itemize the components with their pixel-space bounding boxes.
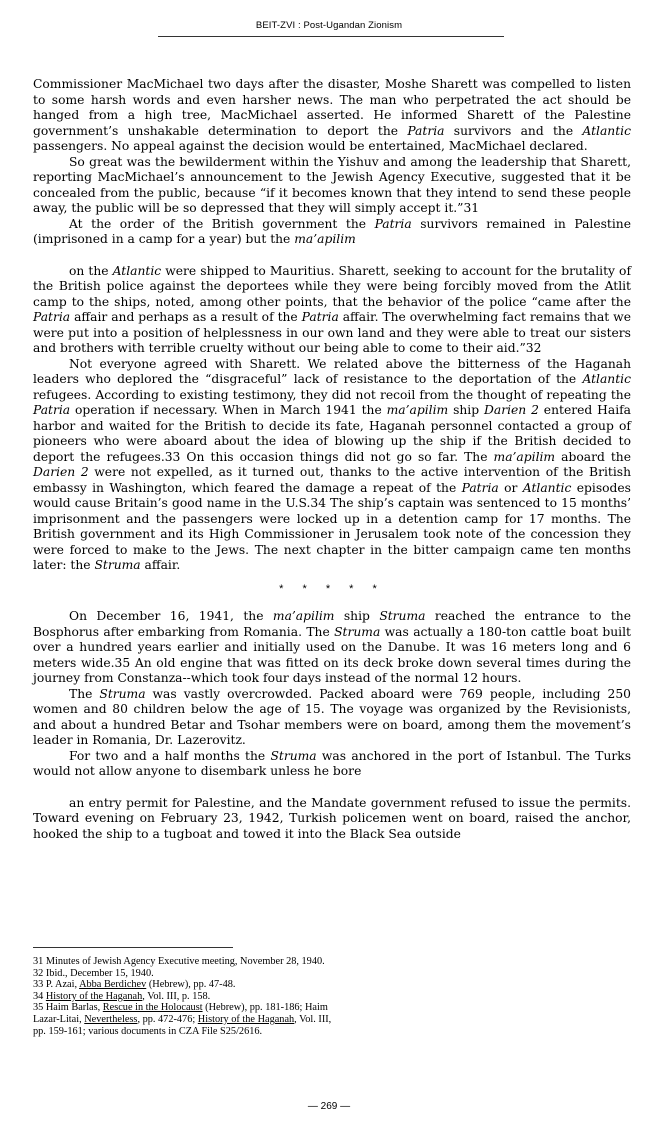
text: , pp. 472-476; [137, 1013, 198, 1025]
text: Commissioner MacMichael two days after the disaster, Moshe Sharett was compelled to listen to some harsh words and even harsher news. The man who perpetrated the act should be hanged from a high tree, MacMichael asserted. He informed Sharett of the Palestine government’s unshakable determination to deport the [33, 77, 631, 138]
text: , Vol. III, p. 158. [142, 990, 211, 1002]
footnote-35 [33, 1002, 343, 1037]
text: The [69, 686, 100, 701]
text: aboard the [555, 449, 631, 464]
text: For two and a half months the [69, 748, 271, 763]
footnote-33 [33, 979, 343, 991]
footnote-divider [33, 947, 233, 948]
text: was anchored in the port of Istanbul. The Turks would not allow anyone to disembark unless he bore [33, 748, 632, 778]
italic-term: Struma [94, 558, 141, 572]
italic-term: Atlantic [112, 263, 162, 278]
text: , Vol. III, pp. 159-161; various documents in CZA File S25/2616. [33, 1013, 332, 1037]
page-number: — 269 — [307, 1101, 351, 1112]
text: affair and perhaps as a result of the [70, 310, 302, 324]
cited-title: History of the Haganah [45, 990, 143, 1002]
text: On December 16, 1941, the [69, 609, 273, 623]
italic-term: Patria [33, 403, 71, 417]
cited-title: Nevertheless [84, 1013, 138, 1025]
cited-title: Abba Berdichev [79, 979, 147, 991]
running-header: BEIT-ZVI : Post-Ugandan Zionism [255, 20, 403, 31]
italic-term: ma’apilim [386, 403, 449, 417]
text: operation if necessary. When in March 1941 the [70, 403, 387, 417]
italic-term: ma’apilim [272, 609, 335, 623]
italic-term: Atlantic [582, 123, 631, 138]
italic-term: Struma [99, 686, 146, 701]
italic-term: Atlantic [582, 372, 631, 386]
italic-term: Struma [334, 624, 381, 639]
footnote-32: 32 Ibid., December 15, 1940. [33, 967, 154, 979]
text: affair. [140, 558, 181, 572]
paragraph [33, 609, 631, 687]
footnote-31: 31 Minutes of Jewish Agency Executive meeting, November 28, 1940. [33, 956, 325, 967]
italic-term: Darien 2 [33, 465, 89, 479]
italic-term: Atlantic [522, 480, 572, 495]
text: or [498, 480, 523, 495]
text: refugees. According to existing testimony, they did not recoil from the thought of repeating the [33, 387, 631, 402]
section-separator: * * * * * [279, 582, 385, 595]
italic-term: Struma [270, 748, 317, 763]
text: At the order of the British government the [69, 216, 375, 231]
italic-term: Patria [407, 123, 445, 138]
text: on the [69, 263, 113, 278]
text: 33 P. Azai, [33, 979, 80, 991]
italic-term: Patria [374, 216, 412, 231]
main-text [33, 77, 631, 842]
italic-term: ma’apilim [493, 449, 556, 464]
italic-term: Struma [379, 609, 426, 623]
text: survivors and the [444, 123, 583, 138]
footnotes [33, 956, 343, 1037]
paragraph [33, 217, 631, 248]
text: Not everyone agreed with Sharett. We related above the bitterness of the Haganah leaders who deplored the “disgraceful” lack of resistance to the deportation of the [33, 356, 631, 386]
text: was vastly overcrowded. Packed aboard were 769 people, including 250 women and 80 children below the age of 15. The voyage was organized by the Revisionists, and about a hundred Betar and Tsohar members were on board, among them the movement’s leader in Romania, Dr. Lazerovitz. [33, 686, 631, 747]
paragraph: an entry permit for Palestine, and the Mandate government refused to issue the permits. Toward evening on February 23, 1942, Turkish policemen went on board, raised the anchor, hooked the ship to a tugboat and towed it into the Black Sea outside [33, 795, 631, 841]
paragraph [33, 264, 631, 357]
text: were not expelled, as it turned out, thanks to the active intervention of the British embassy in Washington, which feared the damage a repeat of the [33, 465, 631, 495]
italic-term: Patria [461, 480, 499, 495]
text: entered Haifa harbor and waited for the British to decide its fate, Haganah personnel contacted a group of pioneers who were aboard about the idea of blowing up the ship if the British decided to deport the refugees.33 On this occasion things did not go so far. The [33, 403, 632, 464]
paragraph [33, 687, 631, 749]
text: 35 Haim Barlas, [33, 1002, 103, 1014]
text: reached the entrance to the Bosphorus after embarking from Romania. The [33, 609, 631, 639]
cited-title: Rescue in the Holocaust [102, 1002, 203, 1014]
text: 34 [33, 990, 46, 1002]
paragraph: So great was the bewilderment within the Yishuv and among the leadership that Sharett, reporting MacMichael’s announcement to the Jewish Agency Executive, suggested that it be concealed from the public, because “if it becomes known that they intend to send these people away, the public will be so depressed that they will simply accept it.”31 [33, 154, 631, 215]
footnote-34 [33, 991, 343, 1003]
text: was actually a 180-ton cattle boat built over a hundred years earlier and initially used on the Danube. It was 16 meters long and 6 meters wide.35 An old engine that was fitted on its deck broke down several times during the journey from Constanza--which took four days instead of the normal 12 hours. [33, 624, 631, 685]
paragraph [33, 749, 631, 780]
text: survivors remained in Palestine (imprisoned in a camp for a year) but the [33, 216, 631, 246]
header-divider [158, 36, 504, 37]
italic-term: Patria [301, 310, 339, 324]
text: were shipped to Mauritius. Sharett, seeking to account for the brutality of the British police against the deportees while they were being forcibly moved from the Atlit camp to the ships, noted, among other points, that the behavior of the police “came after the [33, 263, 631, 309]
text: affair. The overwhelming fact remains that we were put into a position of helplessness in our own land and they were able to treat our sisters and brothers with terrible cruelty without our being able to come to their aid.”32 [33, 310, 631, 355]
text: ship [448, 403, 484, 417]
italic-term: Patria [33, 310, 71, 324]
text: ship [334, 609, 380, 623]
paragraph [33, 357, 631, 574]
text: (Hebrew), pp. 181-186; Haim Lazar-Litai, [33, 1002, 328, 1025]
text: (Hebrew), pp. 47-48. [146, 979, 236, 991]
text: passengers. No appeal against the decision would be entertained, MacMichael declared. [33, 139, 588, 153]
paragraph [33, 77, 631, 155]
text: episodes would cause Britain’s good name in the U.S.34 The ship’s captain was sentenced to 15 months’ imprisonment and the passengers were locked up in a detention camp for 17 months. The British government and its High Commissioner in Jerusalem took note of the concession they were forced to make to the Jews. The next chapter in the bitter campaign came ten months later: the [33, 480, 631, 572]
cited-title: History of the Haganah [197, 1013, 295, 1025]
italic-term: ma’apilim [294, 232, 356, 246]
italic-term: Darien 2 [484, 403, 539, 417]
